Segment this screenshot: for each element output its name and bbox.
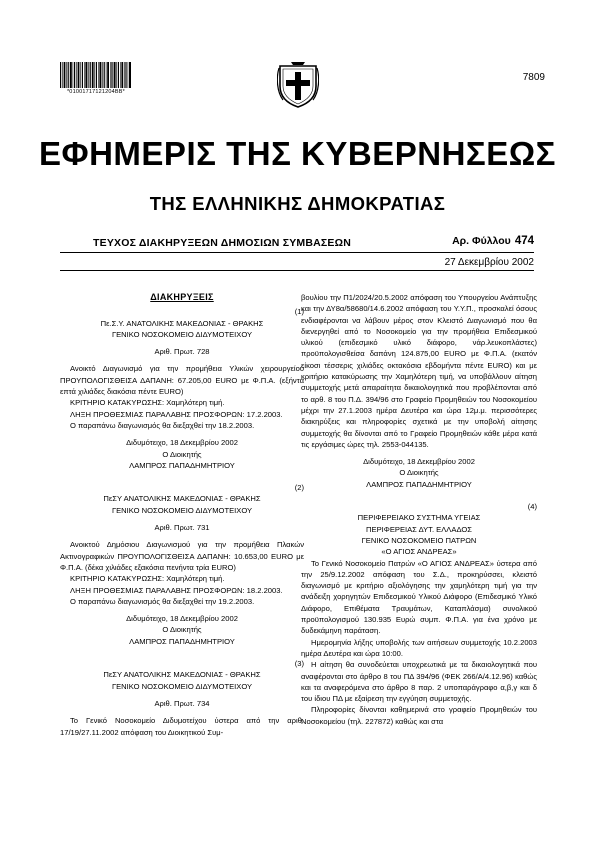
sheet-label: Αρ. Φύλλου <box>452 235 511 247</box>
issue-date: 27 Δεκεμβρίου 2002 <box>444 257 534 268</box>
notice-body-continued: βουλίου την Π1/2024/20.5.2002 απόφαση του Υπουργείου Ανάπτυξης και την ΔΥ8α/58680/14.6.2002 απόφαση του Υ.Υ.Π., προσκαλεί όσους ενδιαφέρονται να λάβουν μέρος στον Κλειστό Διαγωνισμό που θα διενεργηθεί από το Νοσοκομείο για την προμήθεια Επιδεσμικού υλικού (επιδεσμικό υλικό διάφορο, νάρ.λευκοπλάστες) προϋπολογισθείσα δαπάνη 124.875,00 EURO με Φ.Π.Α. (εκατόν είκοσι τέσσερις χιλιάδες οκτακόσια εβδομήντα πέντε EURO) και με κριτήριο κατακύρωσης την Χαμηλότερη τιμή, να υποβάλλουν αίτηση συμμετοχής μετά απαραίτητα δικαιολογητικά που προβλέπονται από το αρθ. 8 του Π.Δ. 394/96 στο Γραφείο Προμηθειών του Νοσοκομείου μέχρι την 27.1.2003 ημέρα Δευτέρα και ώρα 12μ.μ. περισσότερες διακηρύξεις και πληροφορίες σχετικά με την υποβολή αίτησης συμμετοχής θα δίνονται από το Γραφείο Προμηθειών κάθε μέρα κατά τις εργάσιμες ώρες τηλ. 2553-044135. <box>301 293 537 449</box>
page-number: 7809 <box>522 72 545 83</box>
notice-number: (1) <box>294 307 304 317</box>
issue-name: ΤΕΥΧΟΣ ΔΙΑΚΗΡΥΞΕΩΝ ΔΗΜΟΣΙΩΝ ΣΥΜΒΑΣΕΩΝ <box>93 237 352 249</box>
left-column <box>60 292 304 738</box>
notice-hospital: ΓΕΝΙΚΟ ΝΟΣΟΚΟΜΕΙΟ ΠΑΤΡΩΝ <box>361 535 477 545</box>
notice-body: Ανοικτό Διαγωνισμό για την προμήθεια Υλικών χειρουργείου ΠΡΟΥΠΟΛΟΓΙΣΘΕΙΣΑ ΔΑΠΑΝΗ: 67.205,00 EURO με Φ.Π.Α. (εξήντα επτά χιλιάδες διακόσια πέντε EURO) <box>60 364 304 397</box>
notice-body: Το Γενικό Νοσοκομείο Πατρών «Ο ΑΓΙΟΣ ΑΝΔΡΕΑΣ» ύστερα από την 25/9.12.2002 απόφαση του Σ.Δ., προκηρύσσει, κλειστό διαγωνισμό με κριτήριο αξιολόγησης την χαμηλότερη τιμή για την ανάδειξη χορηγητών Επιδεσμικού Υλικού Διάφορο (Επιδεσμικό Υλικό Διάφορο, Επιθέματα Τραυμάτων, Καταπλάσμα) συνολικού προϋπολογισμού 130.935 Ευρώ συμπ. Φ.Π.Α. για ένα χρόνο με δυδεκάμηνη παράταση. <box>301 558 537 636</box>
gazette-subtitle: ΤΗΣ ΕΛΛΗΝΙΚΗΣ ΔΗΜΟΚΡΑΤΙΑΣ <box>149 193 446 214</box>
notice-body: Ανοικτού Δημόσιου Διαγωνισμού για την προμήθεια Πλακών Ακτινογραφικών ΠΡΟΥΠΟΛΟΓΙΣΘΕΙΣΑ ΔΑΠΑΝΗ: 10.653,00 EURO με Φ.Π.Α. (δέκα χιλιάδες εξακόσια πενήντα τρία EURO) <box>60 540 304 572</box>
notice-information: Πληροφορίες δίνονται καθημερινά στο γραφείο Προμηθειών του Νοσοκομείου (τηλ. 227872) καθώς και στα <box>301 705 537 726</box>
notice-number: (3) <box>294 659 304 669</box>
notice-contest-date: Ο παραπάνω διαγωνισμός θα διεξαχθεί την 18.2.2003. <box>70 420 255 430</box>
greek-coat-of-arms-icon <box>277 60 319 108</box>
signature-role: Ο Διοικητής <box>399 468 439 478</box>
right-column <box>301 292 537 727</box>
barcode <box>60 62 132 88</box>
notice-number: (4) <box>527 502 537 512</box>
notice-deadline: ΛΗΞΗ ΠΡΟΘΕΣΜΙΑΣ ΠΑΡΑΛΑΒΗΣ ΠΡΟΣΦΟΡΩΝ: 18.2.2003. <box>70 585 283 595</box>
notice-protocol: Αριθ. Πρωτ. 731 <box>154 523 210 533</box>
header-rule <box>60 252 534 253</box>
signature-name: ΛΑΜΠΡΟΣ ΠΑΠΑΔΗΜΗΤΡΙΟΥ <box>129 460 235 470</box>
signature-date: Διδυμότειχο, 18 Δεκεμβρίου 2002 <box>126 438 238 448</box>
signature-role: Ο Διοικητής <box>162 449 202 459</box>
notice-org: ΠεΣΥ ΑΝΑΤΟΛΙΚΗΣ ΜΑΚΕΔΟΝΙΑΣ - ΘΡΑΚΗΣ <box>103 670 261 680</box>
notice-deadline: ΛΗΞΗ ΠΡΟΘΕΣΜΙΑΣ ΠΑΡΑΛΑΒΗΣ ΠΡΟΣΦΟΡΩΝ: 17.2.2003. <box>70 409 283 419</box>
notice-hospital: ΓΕΝΙΚΟ ΝΟΣΟΚΟΜΕΙΟ ΔΙΔΥΜΟΤΕΙΧΟΥ <box>111 329 253 339</box>
notice-hospital: ΓΕΝΙΚΟ ΝΟΣΟΚΟΜΕΙΟ ΔΙΔΥΜΟΤΕΙΧΟΥ <box>111 505 253 515</box>
section-heading: ΔΙΑΚΗΡΥΞΕΙΣ <box>150 292 214 302</box>
date-rule <box>60 270 534 271</box>
notice-contest-date: Ο παραπάνω διαγωνισμός θα διεξαχθεί την 19.2.2003. <box>70 596 255 606</box>
sheet-value: 474 <box>514 235 534 247</box>
notice-org: ΠΕΡΙΦΕΡΕΙΑΚΟ ΣΥΣΤΗΜΑ ΥΓΕΙΑΣ <box>357 513 481 523</box>
notice-org-region: ΠΕΡΙΦΕΡΕΙΑΣ ΔΥΤ. ΕΛΛΑΔΟΣ <box>366 524 472 534</box>
notice-body: Το Γενικό Νοσοκομείο Διδυμοτείχου ύστερα από την αριθ. 17/19/27.11.2002 απόφαση του Διοικητικού Συμ- <box>60 716 304 737</box>
notice-criterion: ΚΡΙΤΗΡΙΟ ΚΑΤΑΚΥΡΩΣΗΣ: Χαμηλότερη τιμή. <box>70 398 225 408</box>
notice-requirements: Η αίτηση θα συνοδεύεται υποχρεωτικά με τα δικαιολογητικά που αναφέρονται στο άρθρο 8 του ΠΔ 394/96 (ΦΕΚ 266/Α/4.12.96) καθώς και τα αναφερόμενα στο άρθρο 8 παρ. 2 υποπαράγραφο α,β,γ και δ του ίδιου ΠΔ με εξαίρεση την εγγύηση συμμετοχής. <box>301 660 537 704</box>
notice-criterion: ΚΡΙΤΗΡΙΟ ΚΑΤΑΚΥΡΩΣΗΣ: Χαμηλότερη τιμή. <box>70 574 225 584</box>
notice-protocol: Αριθ. Πρωτ. 728 <box>154 347 210 357</box>
signature-date: Διδυμότειχο, 18 Δεκεμβρίου 2002 <box>363 457 475 467</box>
notice-org: Πε.Σ.Υ. ΑΝΑΤΟΛΙΚΗΣ ΜΑΚΕΔΟΝΙΑΣ - ΘΡΑΚΗΣ <box>100 318 264 328</box>
signature-name: ΛΑΜΠΡΟΣ ΠΑΠΑΔΗΜΗΤΡΙΟΥ <box>129 636 235 646</box>
signature-date: Διδυμότειχο, 18 Δεκεμβρίου 2002 <box>126 614 238 624</box>
signature-role: Ο Διοικητής <box>162 625 202 635</box>
signature-name: ΛΑΜΠΡΟΣ ΠΑΠΑΔΗΜΗΤΡΙΟΥ <box>366 479 472 489</box>
sheet-number <box>452 235 534 247</box>
barcode-number: *01001717121204BB* <box>66 89 126 95</box>
notice-protocol: Αριθ. Πρωτ. 734 <box>154 698 210 708</box>
notice-hospital: ΓΕΝΙΚΟ ΝΟΣΟΚΟΜΕΙΟ ΔΙΔΥΜΟΤΕΙΧΟΥ <box>111 681 253 691</box>
notice-org: ΠεΣΥ ΑΝΑΤΟΛΙΚΗΣ ΜΑΚΕΔΟΝΙΑΣ - ΘΡΑΚΗΣ <box>103 494 261 504</box>
notice-number: (2) <box>294 483 304 493</box>
notice-deadline: Ημερομηνία λήξης υποβολής των αιτήσεων συμμετοχής 10.2.2003 ημέρα Δευτέρα και ώρα 10:00. <box>301 637 537 658</box>
gazette-title: ΕΦΗΜΕΡΙΣ ΤΗΣ ΚΥΒΕΡΝΗΣΕΩΣ <box>39 135 556 172</box>
notice-hospital-name: «Ο ΑΓΙΟΣ ΑΝΔΡΕΑΣ» <box>381 547 457 557</box>
